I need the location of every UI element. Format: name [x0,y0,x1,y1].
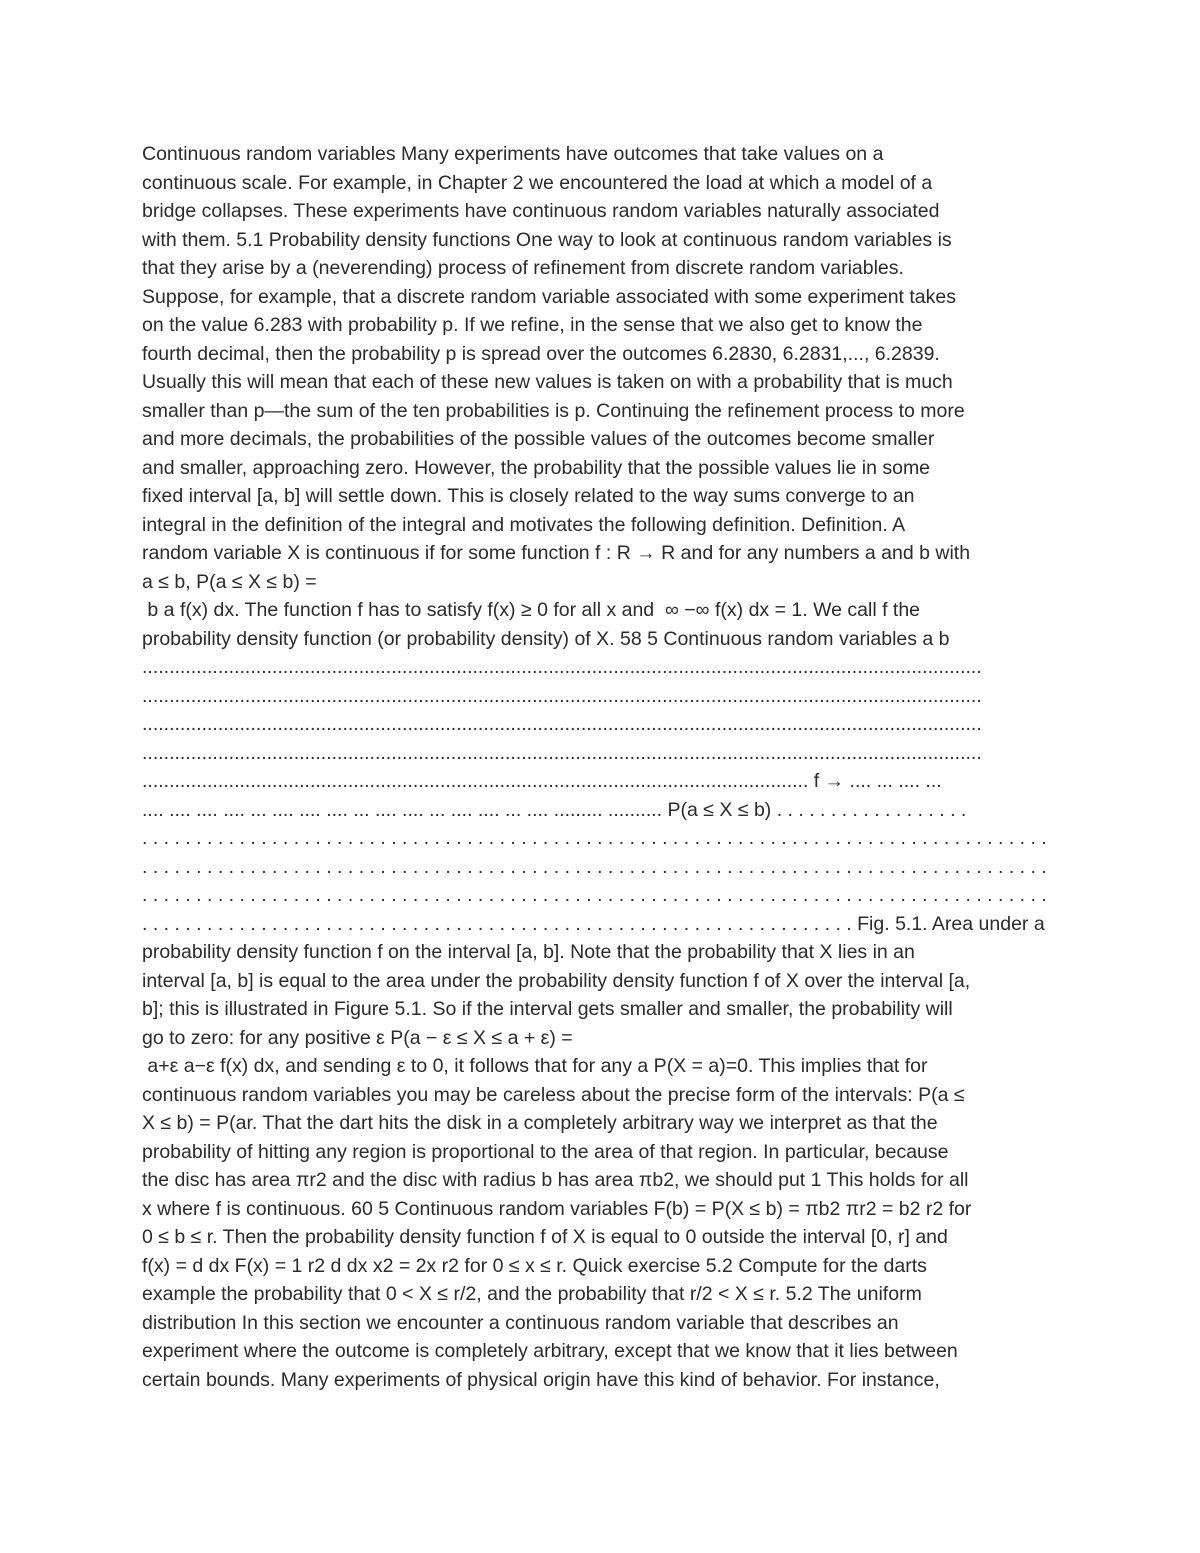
text-line: b]; this is illustrated in Figure 5.1. So if the interval gets smaller and smaller, the probability will [142,998,953,1020]
figure-dots-line: . . . . . . . . . . . . . . . . . . . . . . . . . . . . . . . . . . . . . . . . . . . . . . . . . . . . . . . . . . . . . . . . . . . . . . . . . . . . . . . . . . . . [142,884,1047,906]
text-line: fixed interval [a, b] will settle down. This is closely related to the way sums converge to an [142,485,915,507]
text-line: fourth decimal, then the probability p is spread over the outcomes 6.2830, 6.2831,..., 6.2839. [142,342,940,365]
text-line: example the probability that 0 < X ≤ r/2, and the probability that r/2 < X ≤ r. 5.2 The uniform [142,1283,922,1305]
text-line: and more decimals, the probabilities of the possible values of the outcomes become smaller [142,428,935,450]
text-line: go to zero: for any positive ε P(a − ε ≤ X ≤ a + ε) = [142,1026,573,1049]
text-line: probability density function (or probability density) of X. 58 5 Continuous random variables a b [142,627,950,650]
text-line: probability density function f on the interval [a, b]. Note that the probability that X lies in an [142,941,915,963]
text-line: Continuous random variables Many experiments have outcomes that take values on a [142,143,884,165]
text-line: b a f(x) dx. The function f has to satisfy f(x) ≥ 0 for all x and ∞ −∞ f(x) dx = 1. We call f the [142,599,921,621]
text-line: with them. 5.1 Probability density functions One way to look at continuous random variables is [142,228,952,251]
text-line: bridge collapses. These experiments have continuous random variables naturally associated [142,200,940,222]
text-line: continuous random variables you may be careless about the precise form of the intervals: P(a ≤ [142,1083,965,1106]
text-line: the disc has area πr2 and the disc with radius b has area πb2, we should put 1 This holds for all [142,1169,969,1191]
text-line: integral in the definition of the integral and motivates the following definition. Definition. A [142,513,906,536]
text-line: Usually this will mean that each of these new values is taken on with a probability that is much [142,371,953,393]
text-line: f(x) = d dx F(x) = 1 r2 d dx x2 = 2x r2 for 0 ≤ x ≤ r. Quick exercise 5.2 Compute for the darts [142,1254,927,1277]
text-line: a ≤ b, P(a ≤ X ≤ b) = [142,570,317,593]
text-line: Suppose, for example, that a discrete random variable associated with some experiment takes [142,285,957,308]
figure-caption-line: . . . . . . . . . . . . . . . . . . . . . . . . . . . . . . . . . . . . . . . . . . . . . . . . . . . . . . . . . . . . . . . . . . Fig. 5.1. Area under a [142,912,1045,935]
text-line: distribution In this section we encounter a continuous random variable that describes an [142,1311,899,1334]
text-line: certain bounds. Many experiments of physical origin have this kind of behavior. For instance, [142,1368,940,1391]
figure-dots-line: ........................................................................................................................................................... [142,741,982,764]
text-line: and smaller, approaching zero. However, the probability that the possible values lie in some [142,456,931,479]
figure-dots-line: ........................................................................................................................................................... [142,656,982,678]
text-line: continuous scale. For example, in Chapter 2 we encountered the load at which a model of a [142,171,933,194]
text-line: 0 ≤ b ≤ r. Then the probability density function f of X is equal to 0 outside the interval [0, r] and [142,1226,948,1248]
text-line: X ≤ b) = P(ar. That the dart hits the disk in a completely arbitrary way we interpret as that the [142,1112,938,1134]
text-line: a+ε a−ε f(x) dx, and sending ε to 0, it follows that for any a P(X = a)=0. This implies that for [142,1055,928,1077]
figure-dots-line: .... .... .... .... ... .... .... .... ... .... .... ... .... .... ... .... ......... .......... P(a ≤ X ≤ b) . . . . . . . . . . . . . . . . . . [142,798,967,821]
text-line: random variable X is continuous if for some function f : R → R and for any numbers a and b with [142,542,971,564]
figure-dots-line: . . . . . . . . . . . . . . . . . . . . . . . . . . . . . . . . . . . . . . . . . . . . . . . . . . . . . . . . . . . . . . . . . . . . . . . . . . . . . . . . . . . . [142,855,1047,878]
text-line: probability of hitting any region is proportional to the area of that region. In particular, because [142,1140,949,1163]
figure-dots-line: . . . . . . . . . . . . . . . . . . . . . . . . . . . . . . . . . . . . . . . . . . . . . . . . . . . . . . . . . . . . . . . . . . . . . . . . . . . . . . . . . . . . [142,827,1047,849]
figure-dots-line: ........................................................................................................................................................... [142,684,982,707]
text-line: x where f is continuous. 60 5 Continuous random variables F(b) = P(X ≤ b) = πb2 πr2 = b2 r2 for [142,1197,972,1220]
text-line: that they arise by a (neverending) process of refinement from discrete random variables. [142,257,904,279]
figure-dots-line: ........................................................................................................................................................... [142,713,982,735]
text-line: smaller than p—the sum of the ten probabilities is p. Continuing the refinement process to more [142,399,965,422]
text-line: experiment where the outcome is completely arbitrary, except that we know that it lies between [142,1340,958,1362]
figure-dots-line: ........................................................................................................................... f → .... ... .... ... [142,770,942,792]
text-line: on the value 6.283 with probability p. If we refine, in the sense that we also get to know the [142,314,923,336]
text-line: interval [a, b] is equal to the area under the probability density function f of X over the interval [a, [142,969,971,992]
document-body [142,140,1062,1394]
